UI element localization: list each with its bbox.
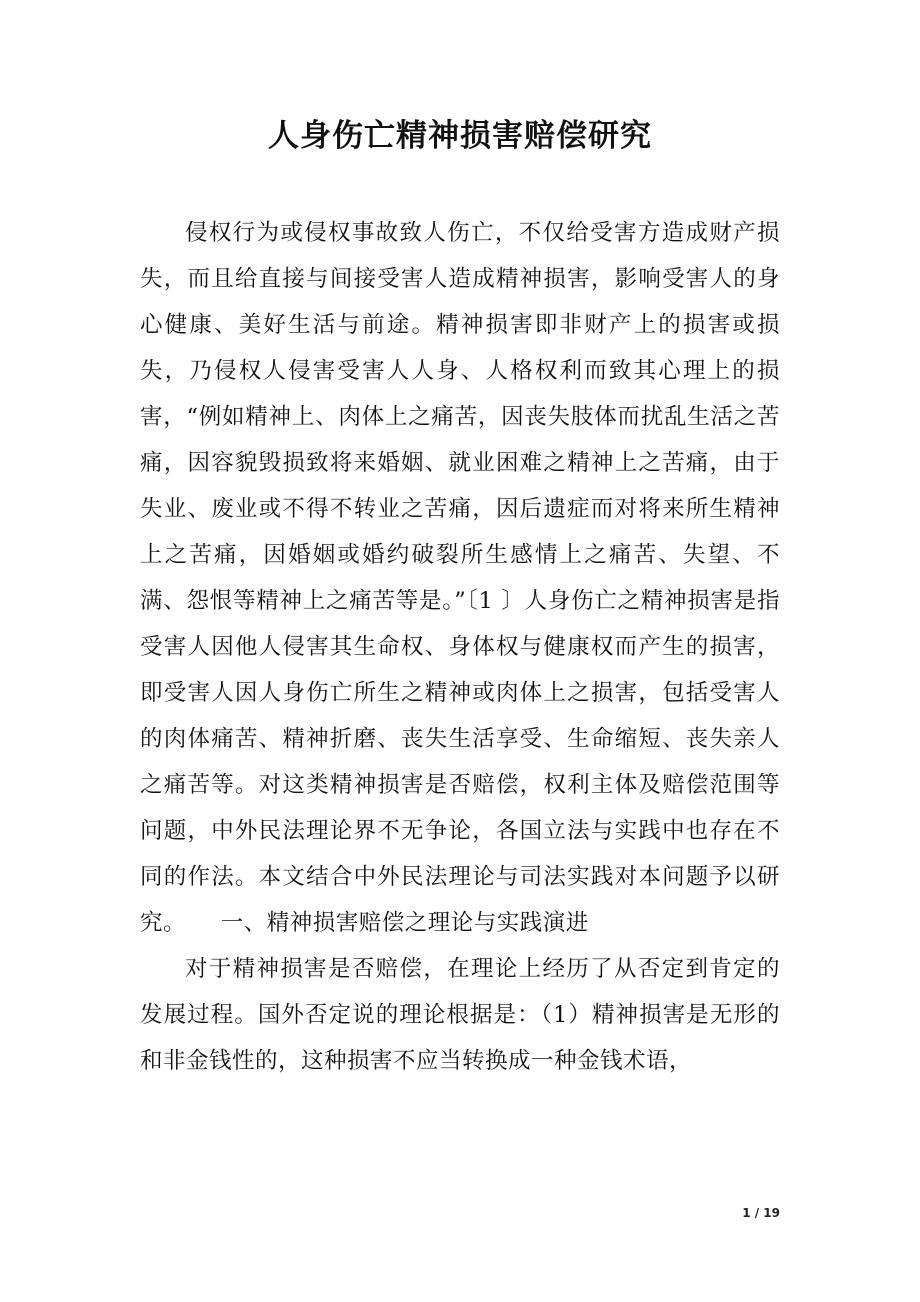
document-title: 人身伤亡精神损害赔偿研究 <box>268 118 652 154</box>
paragraph-2: 对于精神损害是否赔偿，在理论上经历了从否定到肯定的发展过程。国外否定说的理论根据是：（1）精神损害是无形的和非金钱性的，这种损害不应当转换成一种金钱术语， <box>140 956 780 1074</box>
page-number: 1 / 19 <box>742 1206 780 1220</box>
paragraph-1: 侵权行为或侵权事故致人伤亡，不仅给受害方造成财产损失，而且给直接与间接受害人造成精神损害，影响受害人的身心健康、美好生活与前途。精神损害即非财产上的损害或损失，乃侵权人侵害受害人人身、人格权利而致其心理上的损害，“例如精神上、肉体上之痛苦，因丧失肢体而扰乱生活之苦痛，因容貌毁损致将来婚姻、就业困难之精神上之苦痛，由于失业、废业或不得不转业之苦痛，因后遗症而对将来所生精神上之苦痛，因婚姻或婚约破裂所生感情上之痛苦、失望、不满、怨恨等精神上之痛苦等是。”〔1 〕人身伤亡之精神损害是指受害人因他人侵害其生命权、身体权与健康权而产生的损害，即受害人因人身伤亡所生之精神或肉体上之损害，包括受害人的肉体痛苦、精神折磨、丧失生活享受、生命缩短、丧失亲人之痛苦等。对这类精神损害是否赔偿，权利主体及赔偿范围等问题，中外民法理论界不无争论，各国立法与实践中也存在不同的作法。本文结合中外民法理论与司法实践对本问题予以研究。 一、精神损害赔偿之理论与实践演进 <box>140 220 780 936</box>
document-body <box>140 210 780 1084</box>
